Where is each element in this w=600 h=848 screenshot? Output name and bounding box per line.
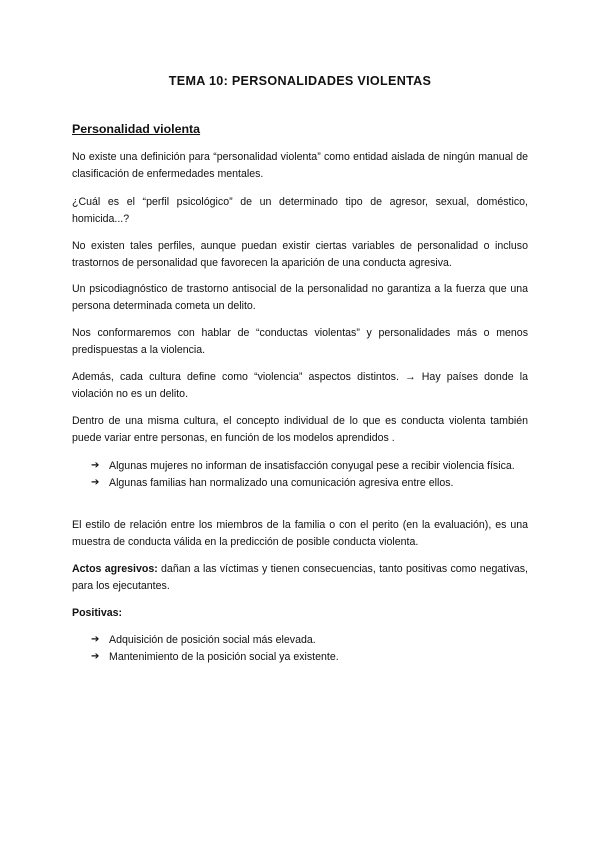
document-title: TEMA 10: PERSONALIDADES VIOLENTAS	[168, 74, 432, 88]
paragraph-relacion: El estilo de relación entre los miembros de la familia o con el perito (en la evaluación), es una muestra de conducta válida en la predicción de posible conducta violenta.	[72, 519, 528, 548]
actos-label: Actos agresivos:	[72, 563, 158, 575]
paragraph-psicodiagnostico: Un psicodiagnóstico de trastorno antisocial de la personalidad no garantiza a la fuerza que una persona determinada cometa un delito.	[72, 283, 528, 312]
right-arrow-icon: ➔	[91, 476, 100, 488]
list-item	[91, 458, 528, 475]
actos-text: dañan a las víctimas y tienen consecuencias, tanto positivas como negativas, para los ejecutantes.	[72, 563, 528, 592]
right-arrow-icon: ➔	[91, 460, 100, 471]
paragraph-definicion: No existe una definición para “personalidad violenta” como entidad aislada de ningún manual de clasificación de enfermedades mentales.	[72, 151, 528, 180]
bullet-list-positivas	[91, 632, 528, 665]
list-item-text: Adquisición de posición social más elevada.	[109, 634, 316, 646]
list-item	[91, 632, 528, 649]
list-item-text: Algunas familias han normalizado una comunicación agresiva entre ellos.	[109, 476, 454, 489]
list-item	[91, 475, 528, 492]
paragraph-conductas: Nos conformaremos con hablar de “conductas violentas” y personalidades más o menos predispuestas a la violencia.	[72, 327, 528, 356]
paragraph-concepto: Dentro de una misma cultura, el concepto individual de lo que es conducta violenta también puede variar entre personas, en función de los modelos aprendidos .	[72, 415, 528, 444]
right-arrow-icon: ➔	[91, 634, 100, 645]
bullet-list-ejemplos	[91, 458, 528, 491]
paragraph-perfil: ¿Cuál es el “perfil psicológico” de un determinado tipo de agresor, sexual, doméstico, homicida...?	[72, 196, 528, 225]
positivas-label: Positivas:	[72, 607, 123, 619]
list-item	[91, 649, 528, 666]
list-item-text: Mantenimiento de la posición social ya existente.	[109, 650, 339, 663]
list-item-text: Algunas mujeres no informan de insatisfacción conyugal pese a recibir violencia física.	[109, 460, 515, 472]
paragraph-cultura: Además, cada cultura define como “violencia” aspectos distintos. → Hay países donde la violación no es un delito.	[72, 371, 528, 400]
paragraph-actos-agresivos	[72, 561, 528, 594]
right-arrow-icon: ➔	[91, 650, 100, 662]
section-heading: Personalidad violenta	[72, 122, 201, 136]
paragraph-perfiles: No existen tales perfiles, aunque puedan existir ciertas variables de personalidad o incluso trastornos de personalidad que favorecen la aparición de una conducta agresiva.	[72, 240, 528, 269]
